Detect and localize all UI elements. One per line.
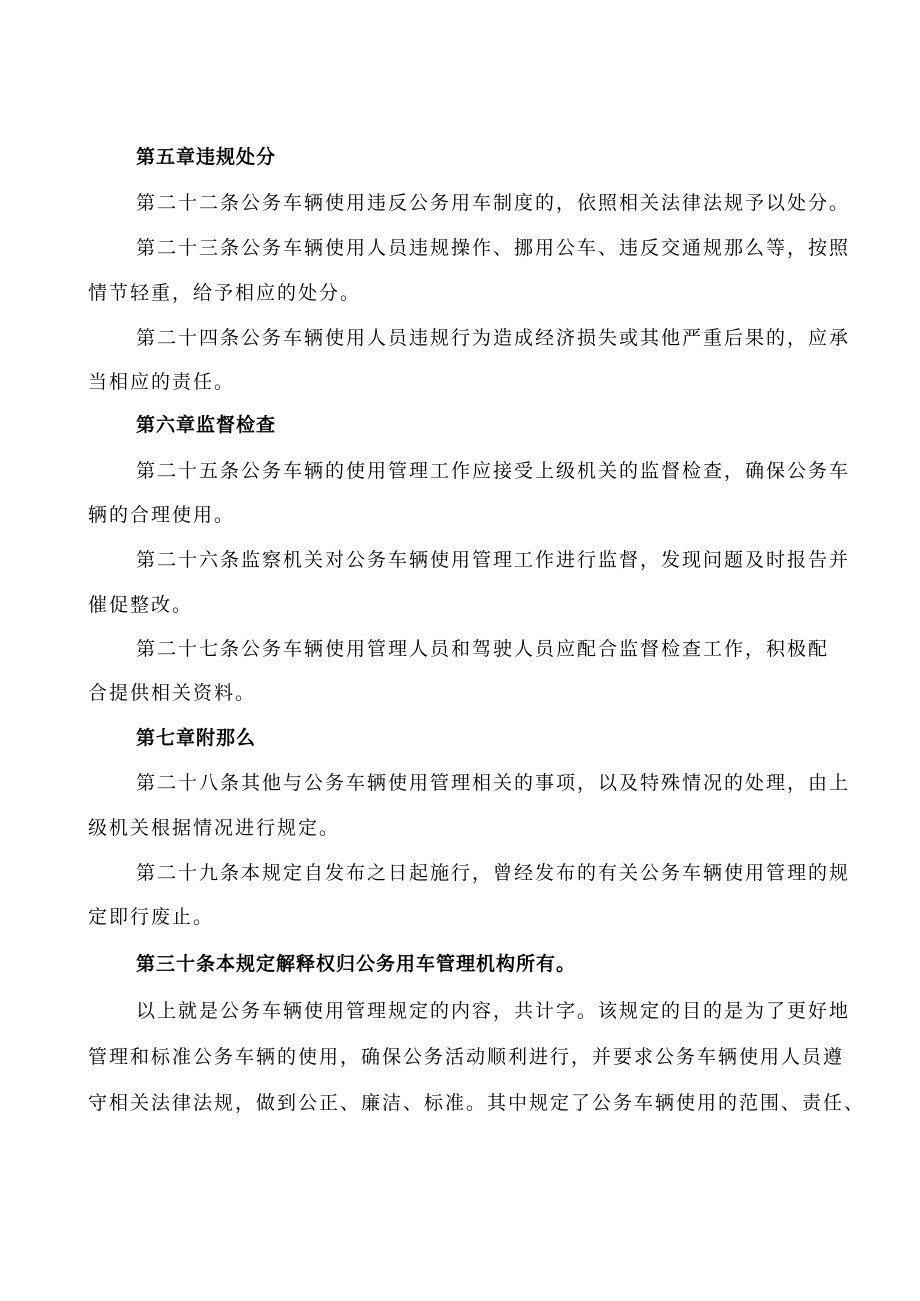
article-28-line-1: 第二十八条其他与公务车辆使用管理相关的事项，以及特殊情况的处理，由上	[136, 772, 851, 794]
article-27-line-2: 合提供相关资料。	[88, 682, 257, 704]
article-29-line-1: 第二十九条本规定自发布之日起施行，曾经发布的有关公务车辆使用管理的规	[136, 862, 851, 884]
article-23-line-2: 情节轻重，给予相应的处分。	[88, 282, 362, 304]
summary-line-2: 管理和标准公务车辆的使用，确保公务活动顺利进行，并要求公务车辆使用人员遵	[88, 1046, 845, 1068]
article-26-line-2: 催促整改。	[88, 594, 194, 616]
chapter-7-heading: 第七章附那么	[136, 727, 257, 749]
article-25-line-1: 第二十五条公务车辆的使用管理工作应接受上级机关的监督检查，确保公务车	[136, 460, 851, 482]
article-24-line-1: 第二十四条公务车辆使用人员违规行为造成经济损失或其他严重后果的，应承	[136, 327, 851, 349]
article-24-line-2: 当相应的责任。	[88, 371, 236, 393]
article-26-line-1: 第二十六条监察机关对公务车辆使用管理工作进行监督，发现问题及时报告并	[136, 549, 851, 571]
article-30: 第三十条本规定解释权归公务用车管理机构所有。	[136, 953, 577, 975]
article-22: 第二十二条公务车辆使用违反公务用车制度的，依照相关法律法规予以处分。	[136, 192, 851, 214]
summary-line-3: 守相关法律法规，做到公正、廉洁、标准。其中规定了公务车辆使用的范围、责任、	[88, 1092, 866, 1114]
chapter-6-heading: 第六章监督检查	[136, 414, 277, 436]
article-23-line-1: 第二十三条公务车辆使用人员违规操作、挪用公车、违反交通规那么等，按照	[136, 237, 851, 259]
chapter-5-heading: 第五章违规处分	[136, 146, 277, 168]
article-25-line-2: 辆的合理使用。	[88, 504, 236, 526]
article-28-line-2: 级机关根据情况进行规定。	[88, 817, 341, 839]
article-29-line-2: 定即行废止。	[88, 906, 215, 928]
article-27-line-1: 第二十七条公务车辆使用管理人员和驾驶人员应配合监督检查工作，积极配	[136, 638, 830, 660]
summary-line-1: 以上就是公务车辆使用管理规定的内容，共计字。该规定的目的是为了更好地	[136, 1000, 851, 1022]
